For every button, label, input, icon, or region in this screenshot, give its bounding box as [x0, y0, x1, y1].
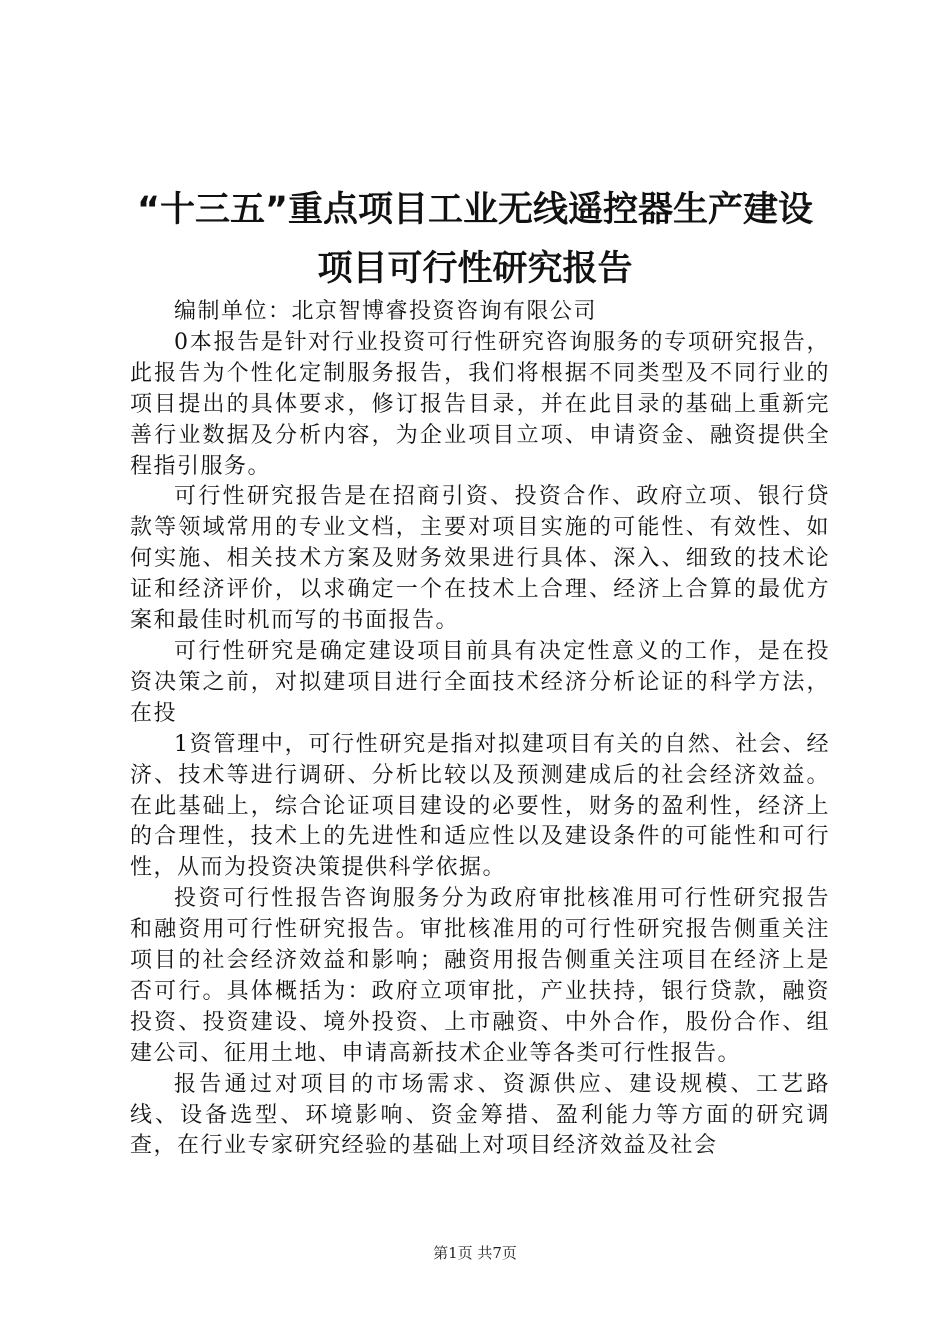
document-body — [130, 297, 830, 1162]
page-number-footer: 第1页 共7页 — [433, 1244, 517, 1262]
compiler-line: 编制单位：北京智博睿投资咨询有限公司 — [174, 299, 598, 324]
paragraph: 0本报告是针对行业投资可行性研究咨询服务的专项研究报告，此报告为个性化定制服务报告，我们将根据不同类型及不同行业的项目提出的具体要求，修订报告目录，并在此目录的基础上重新完善行业数据及分析内容，为企业项目立项、申请资金、融资提供全程指引服务。 — [130, 329, 830, 479]
paragraph: 投资可行性报告咨询服务分为政府审批核准用可行性研究报告和融资用可行性研究报告。审批核准用的可行性研究报告侧重关注项目的社会经济效益和影响；融资用报告侧重关注项目在经济上是否可行。具体概括为：政府立项审批，产业扶持，银行贷款，融资投资、投资建设、境外投资、上市融资、中外合作，股份合作、组建公司、征用土地、申请高新技术企业等各类可行性报告。 — [130, 886, 830, 1066]
paragraph: 可行性研究报告是在招商引资、投资合作、政府立项、银行贷款等领域常用的专业文档，主要对项目实施的可能性、有效性、如何实施、相关技术方案及财务效果进行具体、深入、细致的技术论证和经济评价，以求确定一个在技术上合理、经济上合算的最优方案和最佳时机而写的书面报告。 — [130, 484, 830, 634]
paragraph: 报告通过对项目的市场需求、资源供应、建设规模、工艺路线、设备选型、环境影响、资金筹措、盈利能力等方面的研究调查，在行业专家研究经验的基础上对项目经济效益及社会 — [130, 1071, 830, 1159]
document-title-line-2: 项目可行性研究报告 — [317, 249, 633, 289]
paragraph: 1资管理中，可行性研究是指对拟建项目有关的自然、社会、经济、技术等进行调研、分析比较以及预测建成后的社会经济效益。在此基础上，综合论证项目建设的必要性，财务的盈利性，经济上的合理性，技术上的先进性和适应性以及建设条件的可能性和可行性，从而为投资决策提供科学依据。 — [130, 731, 830, 881]
document-title-line-1: “十三五”重点项目工业无线遥控器生产建设 — [136, 190, 813, 230]
paragraph: 可行性研究是确定建设项目前具有决定性意义的工作，是在投资决策之前，对拟建项目进行全面技术经济分析论证的科学方法，在投 — [130, 638, 830, 726]
